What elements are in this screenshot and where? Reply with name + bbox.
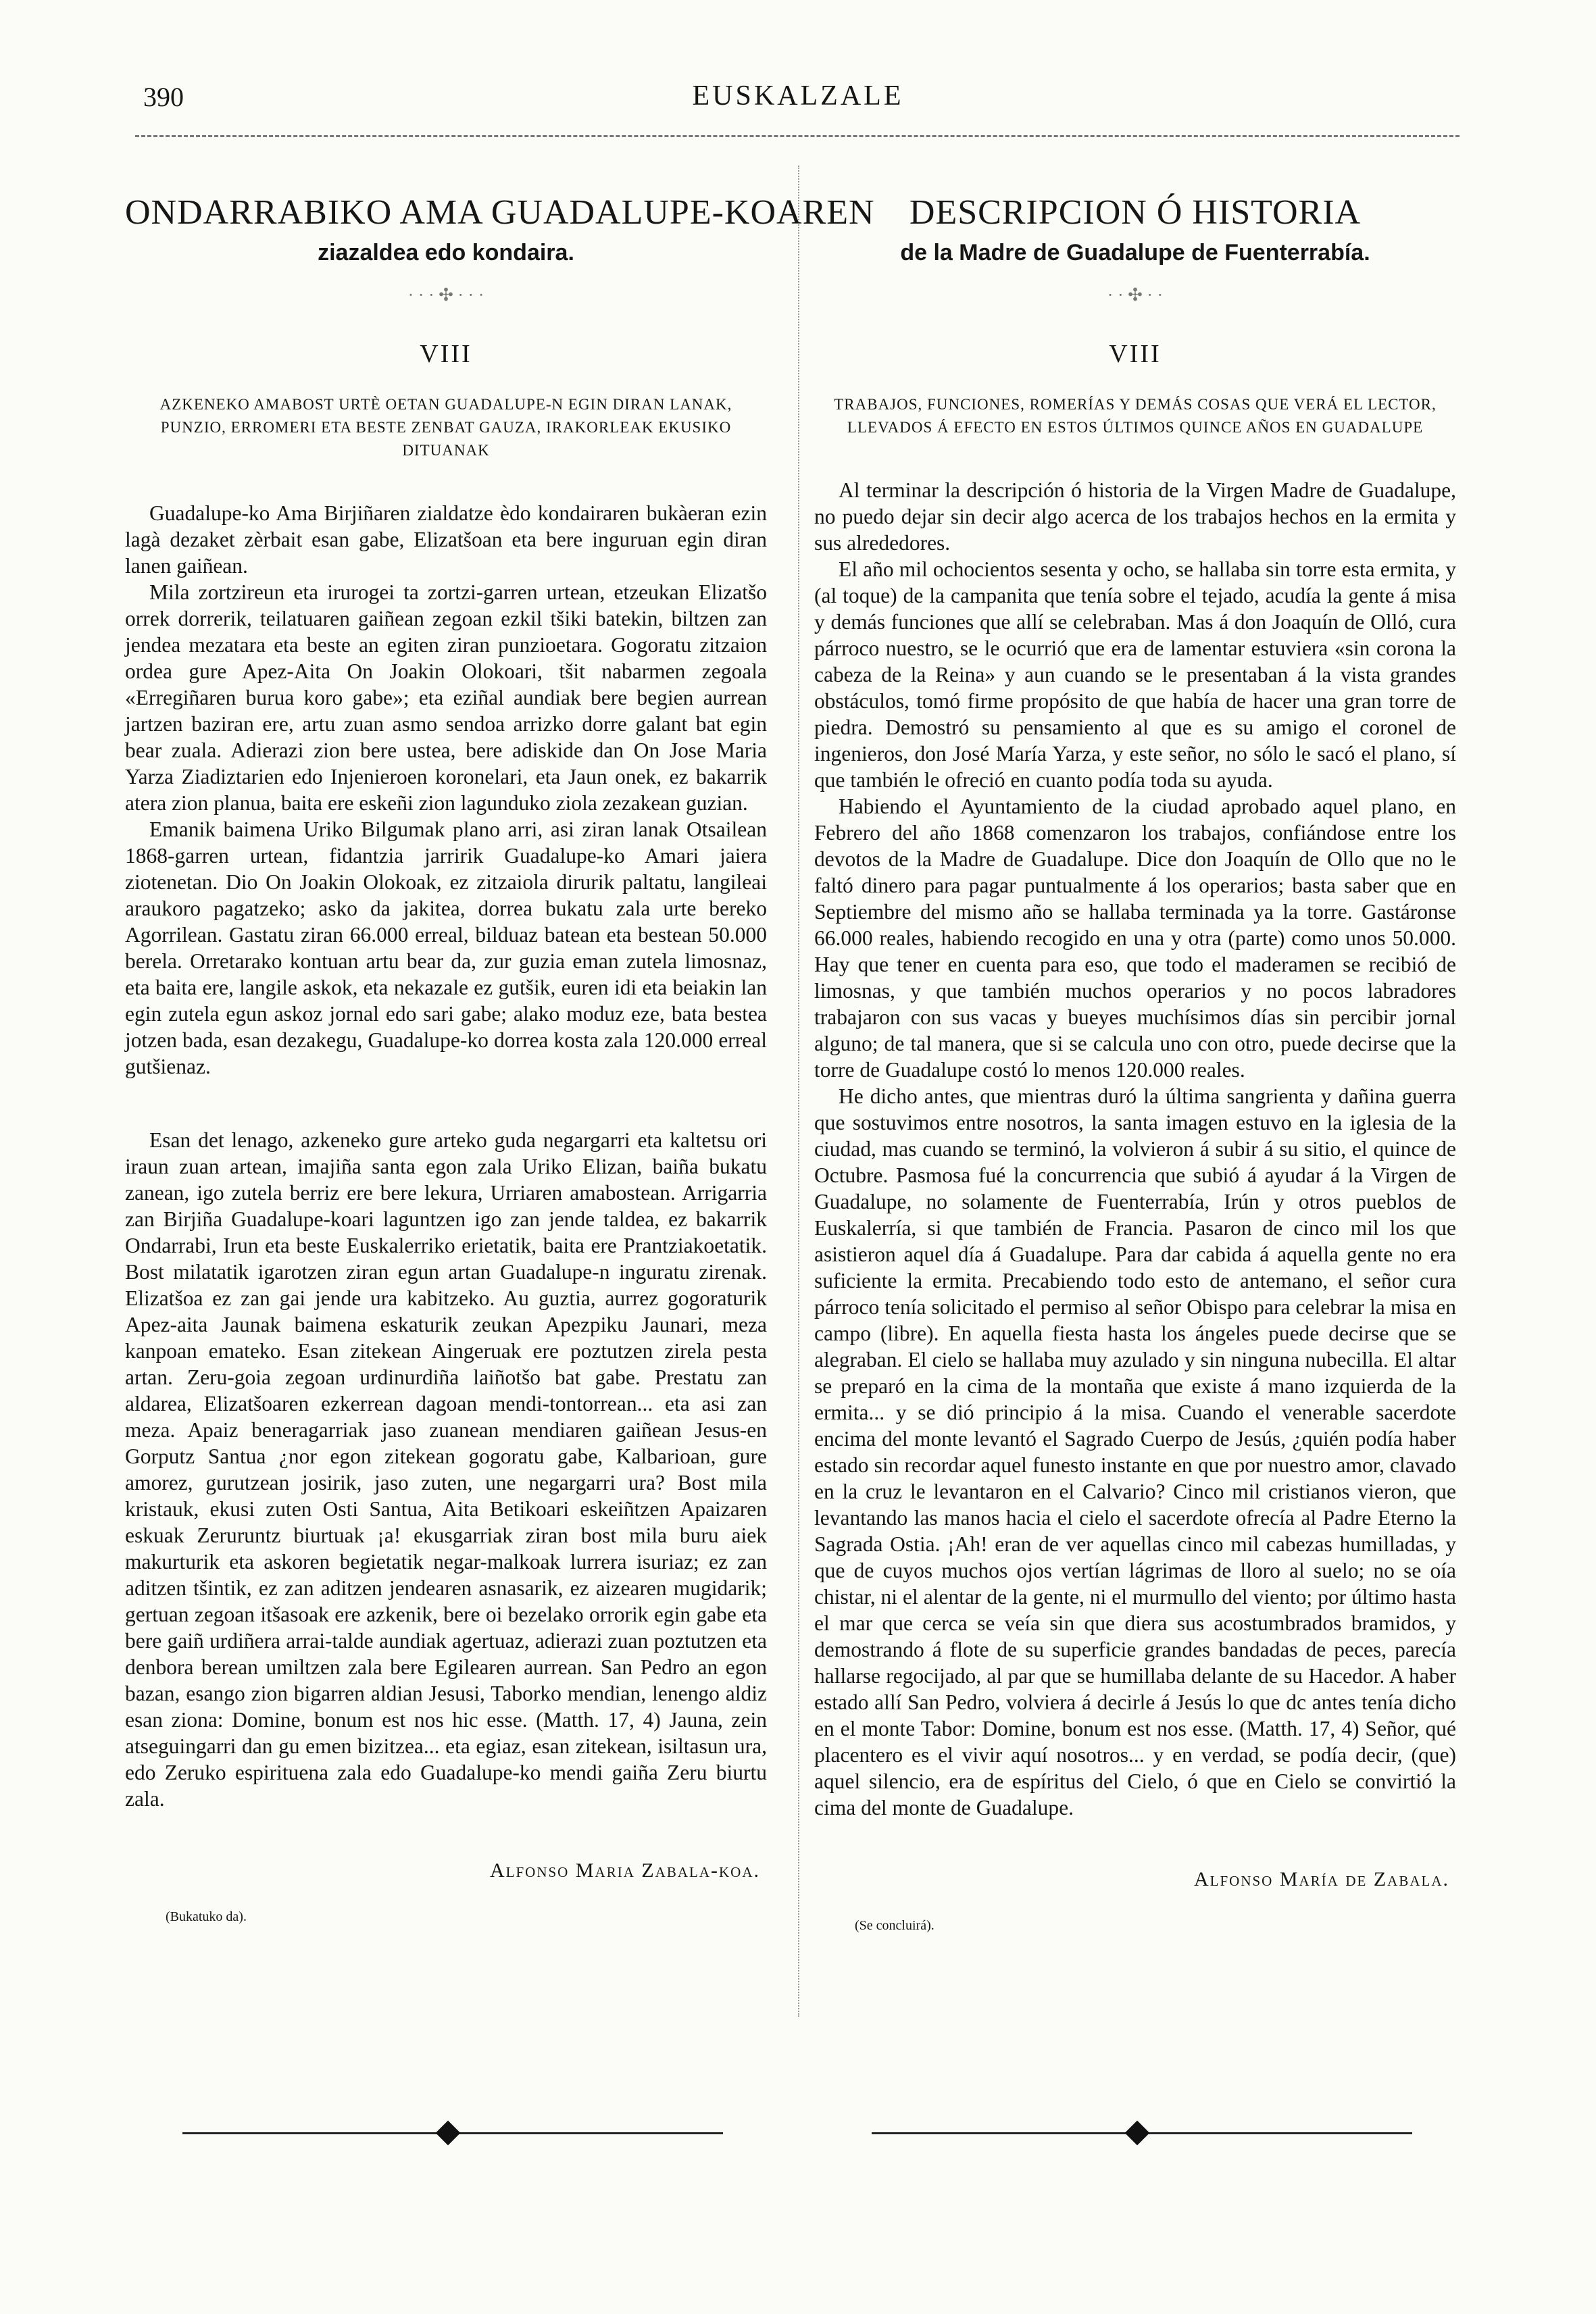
basque-chapter-number: VIII [420, 340, 472, 368]
basque-body [125, 500, 767, 1812]
spanish-author: Alfonso María de Zabala. [1193, 1868, 1449, 1890]
basque-title: ONDARRABIKO AMA GUADALUPE-KOAREN [125, 193, 875, 232]
spanish-paragraph-1: Al terminar la descripción ó historia de la Virgen Madre de Guadalupe, no puedo dejar sin decir algo acerca de los trabajos hechos en la ermita y sus alrededores. [814, 478, 1456, 555]
ornament-diamond [1125, 2121, 1150, 2146]
spanish-chapter-summary: TRABAJOS, FUNCIONES, ROMERÍAS Y DEMÁS COSAS QUE VERÁ EL LECTOR, LLEVADOS Á EFECTO EN ESTOS ÚLTIMOS QUINCE AÑOS EN GUADALUPE [834, 396, 1437, 436]
basque-chapter-summary: AZKENEKO AMABOST URTÈ OETAN GUADALUPE-N EGIN DIRAN LANAK, PUNZIO, ERROMERI ETA BESTE ZENBAT GAUZA, IRAKORLEAK EKUSIKO DITUANAK [159, 396, 732, 459]
bottom-ornament-rule [182, 2128, 723, 2138]
basque-column [125, 193, 875, 1925]
basque-paragraph-1: Guadalupe-ko Ama Birjiñaren zialdatze èdo kondairaren bukàeran ezin lagà dezaket zèrbait esan gabe, Elizatšoan eta bere inguruan egin diran lanen gaiñean. [125, 501, 767, 578]
basque-paragraph-2: Mila zortzireun eta irurogei ta zortzi-garren urtean, etzeukan Elizatšo orrek dorrerik, teilatuaren gaiñean zegoan ezkil tšiki batekin, biltzen zan jendea mezatara eta beste an egiten ziran punzioetara. Gogoratu zitzaion ordea gure Apez-Aita On Joakin Olokoari, tšit nabarmen zegoala «Erregiñaren burua koro gabe»; eta eziñal aundiak bere begien aurrean jartzen baziran ere, artu zuan asmo sendoa arrizko dorre galant bat egin bear zuala. Adierazi zion bere ustea, bere adiskide dan On Jose Maria Yarza Ziadiztarien edo Injenieroen koronelari, eta Jaun onek, ez bakarrik atera zion planua, baita ere eskeñi zion lagunduko ziola zezakean guzian. [125, 580, 767, 815]
title-ornament: · · · ✣ · · · [407, 285, 484, 305]
header-rule [135, 135, 1460, 137]
spanish-body [814, 477, 1456, 1821]
title-ornament: · · ✣ · · [1107, 285, 1164, 305]
spanish-subtitle: de la Madre de Guadalupe de Fuenterrabía. [900, 240, 1370, 266]
spanish-paragraph-3: Habiendo el Ayuntamiento de la ciudad aprobado aquel plano, en Febrero del año 1868 comenzaron los trabajos, confiándose entre los devotos de la Madre de Guadalupe. Dice don Joaquín de Ollo que no le faltó dinero para pagar puntualmente á los operarios; basta saber que en Septiembre del mismo año se hallaba terminada ya la torre. Gastáronse 66.000 reales, habiendo recogido en una y otra (parte) como unos 50.000. Hay que tener en cuenta para eso, que todo el maderamen se recibió de limosnas, y que también muchos operarios y no pocos labradores trabajaron con sus vacas y bueyes muchísimos días sin percibir jornal alguno; de tal manera, que si se calcula uno con otro, puede decirse que la torre de Guadalupe costó lo menos 120.000 reales. [814, 795, 1456, 1082]
running-title: EUSKALZALE [692, 80, 904, 111]
column-divider [798, 166, 799, 2017]
basque-continuation-note: (Bukatuko da). [166, 1909, 247, 1924]
basque-subtitle: ziazaldea edo kondaira. [318, 240, 574, 266]
ornament-diamond [436, 2121, 461, 2146]
spanish-chapter-number: VIII [1109, 340, 1162, 368]
bottom-ornament-rule [872, 2128, 1412, 2138]
page-number: 390 [143, 82, 184, 112]
spanish-column [814, 193, 1456, 1934]
spanish-paragraph-4: He dicho antes, que mientras duró la última sangrienta y dañina guerra que sostuvimos entre nosotros, la santa imagen estuvo en la iglesia de la ciudad, mas cuando se terminó, la volvieron á subir á su sitio, el quince de Octubre. Pasmosa fué la concurrencia que subió á ayudar á la Virgen de Guadalupe, no solamente de Fuenterrabía, Irún y otros pueblos de Euskalerría, si que también de Francia. Pasaron de cinco mil los que asistieron aquel día á Guadalupe. Para dar cabida á aquella gente no era suficiente la ermita. Precabiendo todo esto de antemano, el señor cura párroco tenía solicitado el permiso al señor Obispo para celebrar la misa en campo (libre). En aquella fiesta hasta los ángeles puede decirse que se alegraban. El cielo se hallaba muy azulado y sin ninguna nubecilla. El altar se preparó en la cima de la montaña que existe á mano izquierda de la ermita... y se dió principio á la misa. Cuando el venerable sacerdote encima del monte levantó el Sagrado Cuerpo de Jesús, ¿quién podía haber estado sin recordar aquel funesto instante en que por nuestro amor, clavado en la cruz le levantaron en el Calvario? Cinco mil cristianos vieron, que levantando las manos hacia el cielo el sacerdote ofrecía al Padre Eterno la Sagrada Ostia. ¡Ah! eran de ver aquellas cinco mil cabezas humilladas, y que de cuyos muchos ojos vertían lágrimas de lloro al suelo; no se oía chistar, ni el alentar de la gente, ni el murmullo del viento; por último hasta el mar que cerca se veía sin que diera sus acostumbrados bramidos, y demostrando á flote de su superficie grandes bandadas de peces, parecía hallarse regocijado, al par que se humillaba delante de su Hacedor. A haber estado allí San Pedro, volviera á decirle á Jesús lo que dc antes tenía dicho en el monte Tabor: Domine, bonum est nos esse. (Matth. 17, 4) Señor, qué placentero es el vivir aquí nosotros... y en verdad, se podía decir, (que) aquel silencio, era de espíritus del Cielo, ó que en Cielo se convirtió la cima del monte de Guadalupe. [814, 1084, 1456, 1819]
basque-paragraph-4: Esan det lenago, azkeneko gure arteko guda negargarri eta kaltetsu ori iraun zuan artean, imajiña santa egon zala Uriko Elizan, baiña bukatu zanean, igo zutela berriz ere bere lekura, Urriaren amabostean. Arrigarria zan Birjiña Guadalupe-koari laguntzen igo zan jende taldea, ez bakarrik Ondarrabi, Irun eta beste Euskalerriko erietatik, baita ere Prantziakoetatik. Bost milatatik igarotzen ziran egun artan Guadalupe-n inguratu zirenak. Elizatšoa ez zan gai jende ura kabitzeko. Au guztia, aurrez gogoraturik Apez-aita Jaunak baimena eskaturik zeukan Apezpiku Jaunari, meza kanpoan emateko. Esan zitekean Aingeruak ere poztutzen zirela pesta artan. Zeru-goia zegoan urdinurdiña laiñotšo bat gabe. Prestatu zan aldarea, Elizatšoaren ezkerrean dagoan mendi-tontorrean... eta asi zan meza. Apaiz beneragarriak jaso zuanean mendiaren gaiñean Jesus-en Gorputz Santua ¿nor egon zitekean gogoratu gabe, Kalbarioan, gure amorez, gurutzean josirik, jaso zuten, une negargarri ura? Bost mila kristauk, ekusi zuten Osti Santua, Aita Betikoari eskeiñtzen Apaizaren eskuak Zeruruntz biurtuak ¡a! ekusgarriak ziran bost mila buru aiek makurturik eta askoren begietatik negar-malkoak lurrera isuriaz; ez zan aditzen tšintik, ez zan aditzen jendearen asnasarik, ez aizearen mugidarik; gertuan zegoan itšasoak ere azkenik, bere oi bezelako orrorik egin gabe eta bere gaiñ urdiñera arrai-talde aundiak agertuaz, adierazi zuan poztutzen eta denbora berean umiltzen zala bere Egilearen aurrean. San Pedro an egon bazan, esango zion bigarren aldian Jesusi, Taborko mendian, lenengo aldiz esan ziona: Domine, bonum est nos hic esse. (Matth. 17, 4) Jauna, zein atseguingarri dan gu emen bizitzea... eta egiaz, esan zitekean, isiltasun ura, edo Zeruko espirituena zala edo Guadalupe-ko mendi gaiña Zeru biurtu zala. [125, 1128, 767, 1811]
basque-author: Alfonso Maria Zabala-koa. [490, 1859, 760, 1882]
spanish-title: DESCRIPCION Ó HISTORIA [909, 193, 1362, 232]
basque-paragraph-3: Emanik baimena Uriko Bilgumak plano arri, asi ziran lanak Otsailean 1868-garren urtean, fidantzia jarririk Guadalupe-ko Amari jaiera ziotenetan. Dio On Joakin Olokoak, ez zitzaiola dirurik paltatu, langileai araukoro pagatzeko; asko da jakitea, dorrea bukatu zala urte bereko Agorrilean. Gastatu ziran 66.000 erreal, bilduaz batean eta bestean 50.000 berela. Orretarako kontuan artu bear da, zur guzia eman zutela limosnaz, eta baita ere, langile askok, eta nekazale ez gutšik, euren idi eta beiakin lan egin zutela egun askoz jornal edo sari gabe; alako moduz eze, bata bestea jotzen bada, esan dezakegu, Guadalupe-ko dorrea kosta zala 120.000 erreal gutšienaz. [125, 818, 767, 1078]
spanish-paragraph-2: El año mil ochocientos sesenta y ocho, se hallaba sin torre esta ermita, y (al toque) de la campanita que tenía sobre el tejado, acudía la gente á misa y demás funciones que allí se celebraban. Mas á don Joaquín de Olló, cura párroco nuestro, se le ocurrió que era de lamentar estuviera «sin corona la cabeza de la Reina» y aun cuando se le presentaban á la vista grandes obstáculos, tomó firme propósito de que había de hacer una gran torre de piedra. Demostró su pensamiento al que es su amigo el coronel de ingenieros, don José María Yarza, y este señor, no sólo le sacó el plano, sí que también le ofreció en cuanto podía toda su ayuda. [814, 557, 1456, 792]
spanish-continuation-note: (Se concluirá). [855, 1918, 934, 1933]
